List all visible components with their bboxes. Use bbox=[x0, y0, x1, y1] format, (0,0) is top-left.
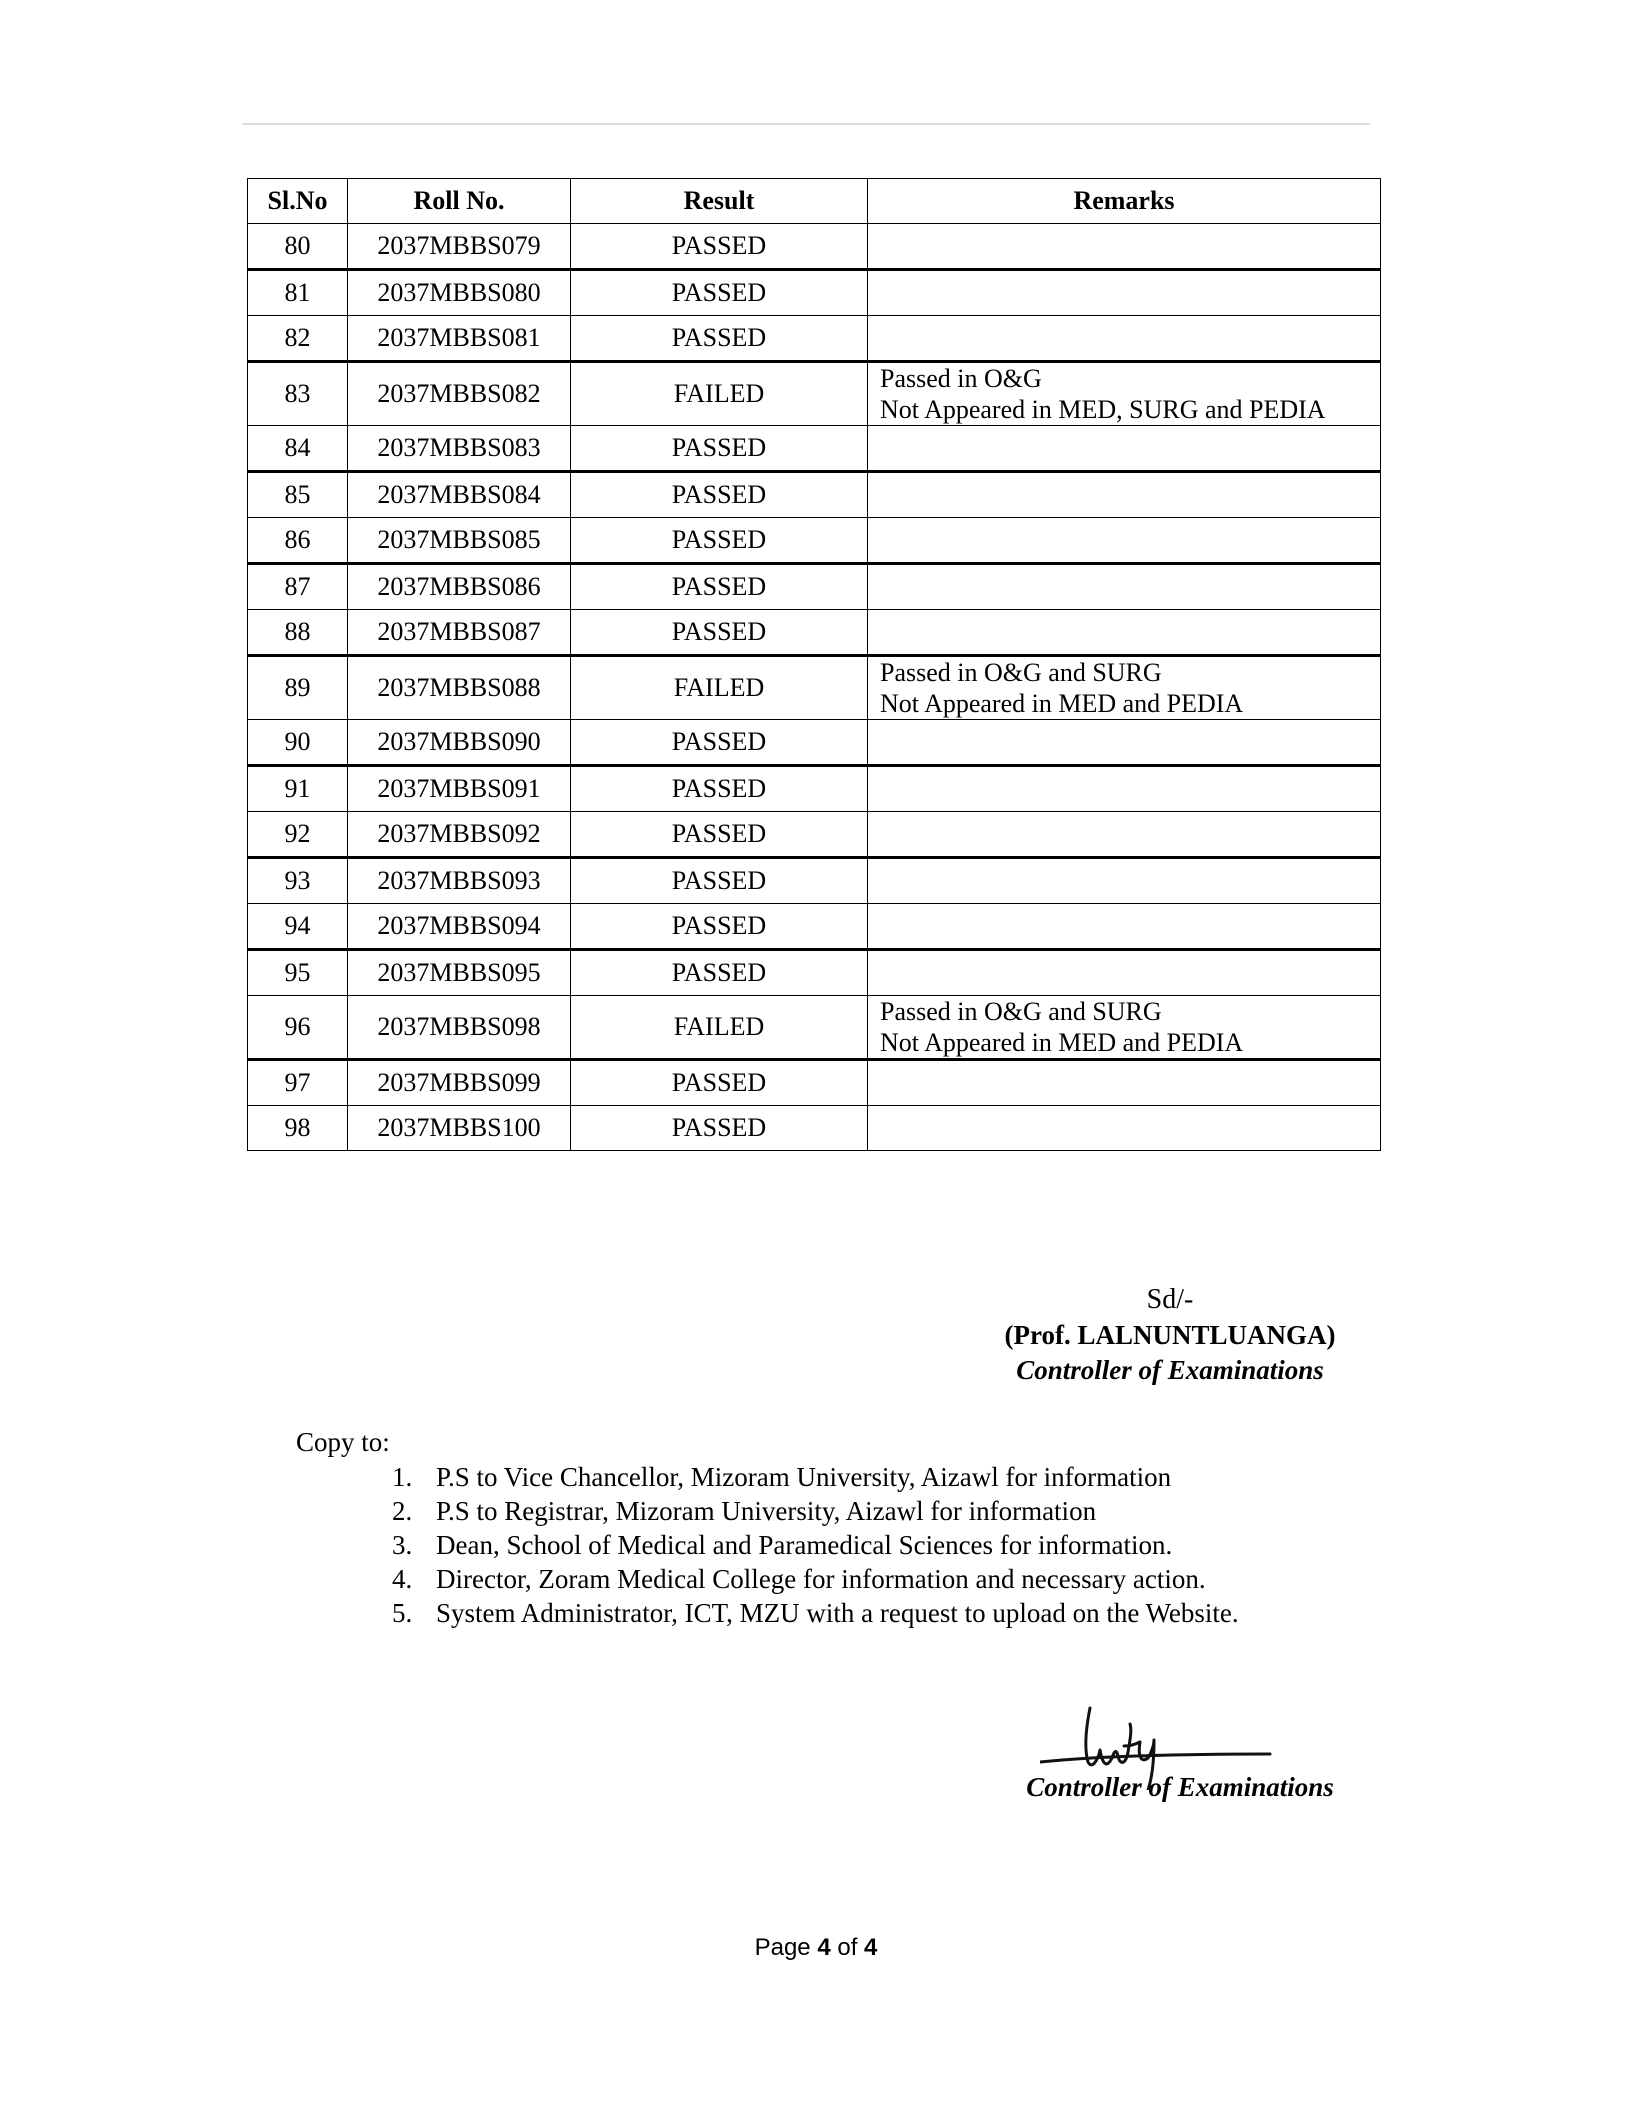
result-cell: PASSED bbox=[571, 472, 868, 518]
result-cell: PASSED bbox=[571, 904, 868, 950]
page-number: Page 4 of 4 bbox=[754, 1934, 878, 1961]
table-row bbox=[248, 950, 1381, 996]
remarks-cell bbox=[868, 1106, 1381, 1151]
sl-no-cell: 95 bbox=[248, 950, 348, 996]
sl-no-cell: 83 bbox=[248, 362, 348, 426]
table-row bbox=[248, 518, 1381, 564]
result-cell: PASSED bbox=[571, 270, 868, 316]
sl-no-cell: 90 bbox=[248, 720, 348, 766]
roll-no-cell: 2037MBBS092 bbox=[348, 812, 571, 858]
table-row bbox=[248, 720, 1381, 766]
sl-no-cell: 80 bbox=[248, 224, 348, 270]
sl-no-cell: 87 bbox=[248, 564, 348, 610]
remarks-cell bbox=[868, 270, 1381, 316]
list-text: Director, Zoram Medical College for information and necessary action. bbox=[436, 1564, 1206, 1594]
remarks-cell bbox=[868, 766, 1381, 812]
sl-no-cell: 84 bbox=[248, 426, 348, 472]
result-cell: PASSED bbox=[571, 812, 868, 858]
list-number: 1. bbox=[392, 1462, 413, 1492]
result-cell: PASSED bbox=[571, 858, 868, 904]
copy-to-item bbox=[392, 1596, 1366, 1630]
remarks-cell bbox=[868, 426, 1381, 472]
table-row bbox=[248, 426, 1381, 472]
table-row bbox=[248, 472, 1381, 518]
sl-no-cell: 93 bbox=[248, 858, 348, 904]
table-row bbox=[248, 996, 1381, 1060]
copy-to-item bbox=[392, 1494, 1366, 1528]
remarks-line: Passed in O&G bbox=[880, 364, 1042, 393]
remarks-cell bbox=[868, 610, 1381, 656]
list-text: P.S to Registrar, Mizoram University, Aizawl for information bbox=[436, 1496, 1097, 1526]
table-row bbox=[248, 766, 1381, 812]
table-row bbox=[248, 656, 1381, 720]
roll-no-cell: 2037MBBS099 bbox=[348, 1060, 571, 1106]
sl-no-cell: 98 bbox=[248, 1106, 348, 1151]
result-cell: PASSED bbox=[571, 610, 868, 656]
list-text: Dean, School of Medical and Paramedical Sciences for information. bbox=[436, 1530, 1173, 1560]
list-text: P.S to Vice Chancellor, Mizoram University, Aizawl for information bbox=[436, 1462, 1172, 1492]
remarks-cell bbox=[868, 720, 1381, 766]
remarks-cell bbox=[868, 224, 1381, 270]
result-cell: PASSED bbox=[571, 1106, 868, 1151]
remarks-cell bbox=[868, 316, 1381, 362]
results-table bbox=[247, 178, 1381, 1151]
list-number: 3. bbox=[392, 1530, 413, 1560]
roll-no-cell: 2037MBBS085 bbox=[348, 518, 571, 564]
remarks-line: Not Appeared in MED and PEDIA bbox=[880, 1028, 1244, 1057]
roll-no-cell: 2037MBBS084 bbox=[348, 472, 571, 518]
table-row bbox=[248, 316, 1381, 362]
roll-no-cell: 2037MBBS091 bbox=[348, 766, 571, 812]
table-row bbox=[248, 1106, 1381, 1151]
header-sl-no: Sl.No bbox=[248, 179, 348, 224]
roll-no-cell: 2037MBBS083 bbox=[348, 426, 571, 472]
sl-no-cell: 94 bbox=[248, 904, 348, 950]
copy-to-item bbox=[392, 1562, 1366, 1596]
remarks-line: Not Appeared in MED and PEDIA bbox=[880, 689, 1244, 718]
sd-mark: Sd/- bbox=[1146, 1284, 1194, 1315]
sl-no-cell: 86 bbox=[248, 518, 348, 564]
roll-no-cell: 2037MBBS090 bbox=[348, 720, 571, 766]
remarks-cell bbox=[868, 472, 1381, 518]
remarks-cell bbox=[868, 904, 1381, 950]
roll-no-cell: 2037MBBS093 bbox=[348, 858, 571, 904]
result-cell: FAILED bbox=[571, 656, 868, 720]
table-row bbox=[248, 564, 1381, 610]
roll-no-cell: 2037MBBS095 bbox=[348, 950, 571, 996]
roll-no-cell: 2037MBBS082 bbox=[348, 362, 571, 426]
list-text: System Administrator, ICT, MZU with a request to upload on the Website. bbox=[436, 1598, 1239, 1628]
remarks-cell bbox=[868, 1060, 1381, 1106]
table-row bbox=[248, 224, 1381, 270]
remarks-line: Passed in O&G and SURG bbox=[880, 997, 1162, 1026]
sl-no-cell: 88 bbox=[248, 610, 348, 656]
sl-no-cell: 85 bbox=[248, 472, 348, 518]
table-row bbox=[248, 362, 1381, 426]
header-result: Result bbox=[571, 179, 868, 224]
table-row bbox=[248, 610, 1381, 656]
copy-to-label: Copy to: bbox=[296, 1427, 390, 1457]
list-number: 4. bbox=[392, 1564, 413, 1594]
table-row bbox=[248, 812, 1381, 858]
remarks-cell bbox=[868, 858, 1381, 904]
controller-title-signed: Controller of Examinations bbox=[1026, 1772, 1334, 1802]
remarks-cell bbox=[868, 950, 1381, 996]
header-remarks: Remarks bbox=[868, 179, 1381, 224]
header-divider bbox=[242, 123, 1370, 125]
copy-to-list bbox=[392, 1460, 1366, 1630]
table-row bbox=[248, 858, 1381, 904]
result-cell: PASSED bbox=[571, 426, 868, 472]
result-cell: FAILED bbox=[571, 996, 868, 1060]
roll-no-cell: 2037MBBS086 bbox=[348, 564, 571, 610]
signatory-name: (Prof. LALNUNTLUANGA) bbox=[1004, 1320, 1336, 1350]
copy-to-item bbox=[392, 1460, 1366, 1494]
sl-no-cell: 96 bbox=[248, 996, 348, 1060]
remarks-cell bbox=[868, 812, 1381, 858]
remarks-line: Passed in O&G and SURG bbox=[880, 658, 1162, 687]
remarks-line: Not Appeared in MED, SURG and PEDIA bbox=[880, 395, 1326, 424]
list-number: 5. bbox=[392, 1598, 413, 1628]
table-row bbox=[248, 1060, 1381, 1106]
remarks-cell bbox=[868, 564, 1381, 610]
sl-no-cell: 97 bbox=[248, 1060, 348, 1106]
list-number: 2. bbox=[392, 1496, 413, 1526]
sl-no-cell: 92 bbox=[248, 812, 348, 858]
table-header-row bbox=[248, 179, 1381, 224]
result-cell: PASSED bbox=[571, 564, 868, 610]
roll-no-cell: 2037MBBS080 bbox=[348, 270, 571, 316]
total-pages: 4 bbox=[864, 1934, 878, 1961]
remarks-cell bbox=[868, 656, 1381, 720]
roll-no-cell: 2037MBBS088 bbox=[348, 656, 571, 720]
result-cell: PASSED bbox=[571, 766, 868, 812]
table-row bbox=[248, 904, 1381, 950]
result-cell: PASSED bbox=[571, 1060, 868, 1106]
result-cell: FAILED bbox=[571, 362, 868, 426]
roll-no-cell: 2037MBBS079 bbox=[348, 224, 571, 270]
result-cell: PASSED bbox=[571, 518, 868, 564]
signatory-title: Controller of Examinations bbox=[1016, 1355, 1324, 1385]
result-cell: PASSED bbox=[571, 950, 868, 996]
current-page: 4 bbox=[817, 1934, 831, 1961]
sl-no-cell: 89 bbox=[248, 656, 348, 720]
sl-no-cell: 82 bbox=[248, 316, 348, 362]
result-cell: PASSED bbox=[571, 224, 868, 270]
result-cell: PASSED bbox=[571, 720, 868, 766]
remarks-cell bbox=[868, 362, 1381, 426]
remarks-cell bbox=[868, 996, 1381, 1060]
roll-no-cell: 2037MBBS081 bbox=[348, 316, 571, 362]
roll-no-cell: 2037MBBS100 bbox=[348, 1106, 571, 1151]
sl-no-cell: 81 bbox=[248, 270, 348, 316]
roll-no-cell: 2037MBBS098 bbox=[348, 996, 571, 1060]
header-roll-no: Roll No. bbox=[348, 179, 571, 224]
roll-no-cell: 2037MBBS087 bbox=[348, 610, 571, 656]
signature-block bbox=[960, 1283, 1380, 1387]
table-row bbox=[248, 270, 1381, 316]
sl-no-cell: 91 bbox=[248, 766, 348, 812]
result-cell: PASSED bbox=[571, 316, 868, 362]
remarks-cell bbox=[868, 518, 1381, 564]
roll-no-cell: 2037MBBS094 bbox=[348, 904, 571, 950]
copy-to-item bbox=[392, 1528, 1366, 1562]
